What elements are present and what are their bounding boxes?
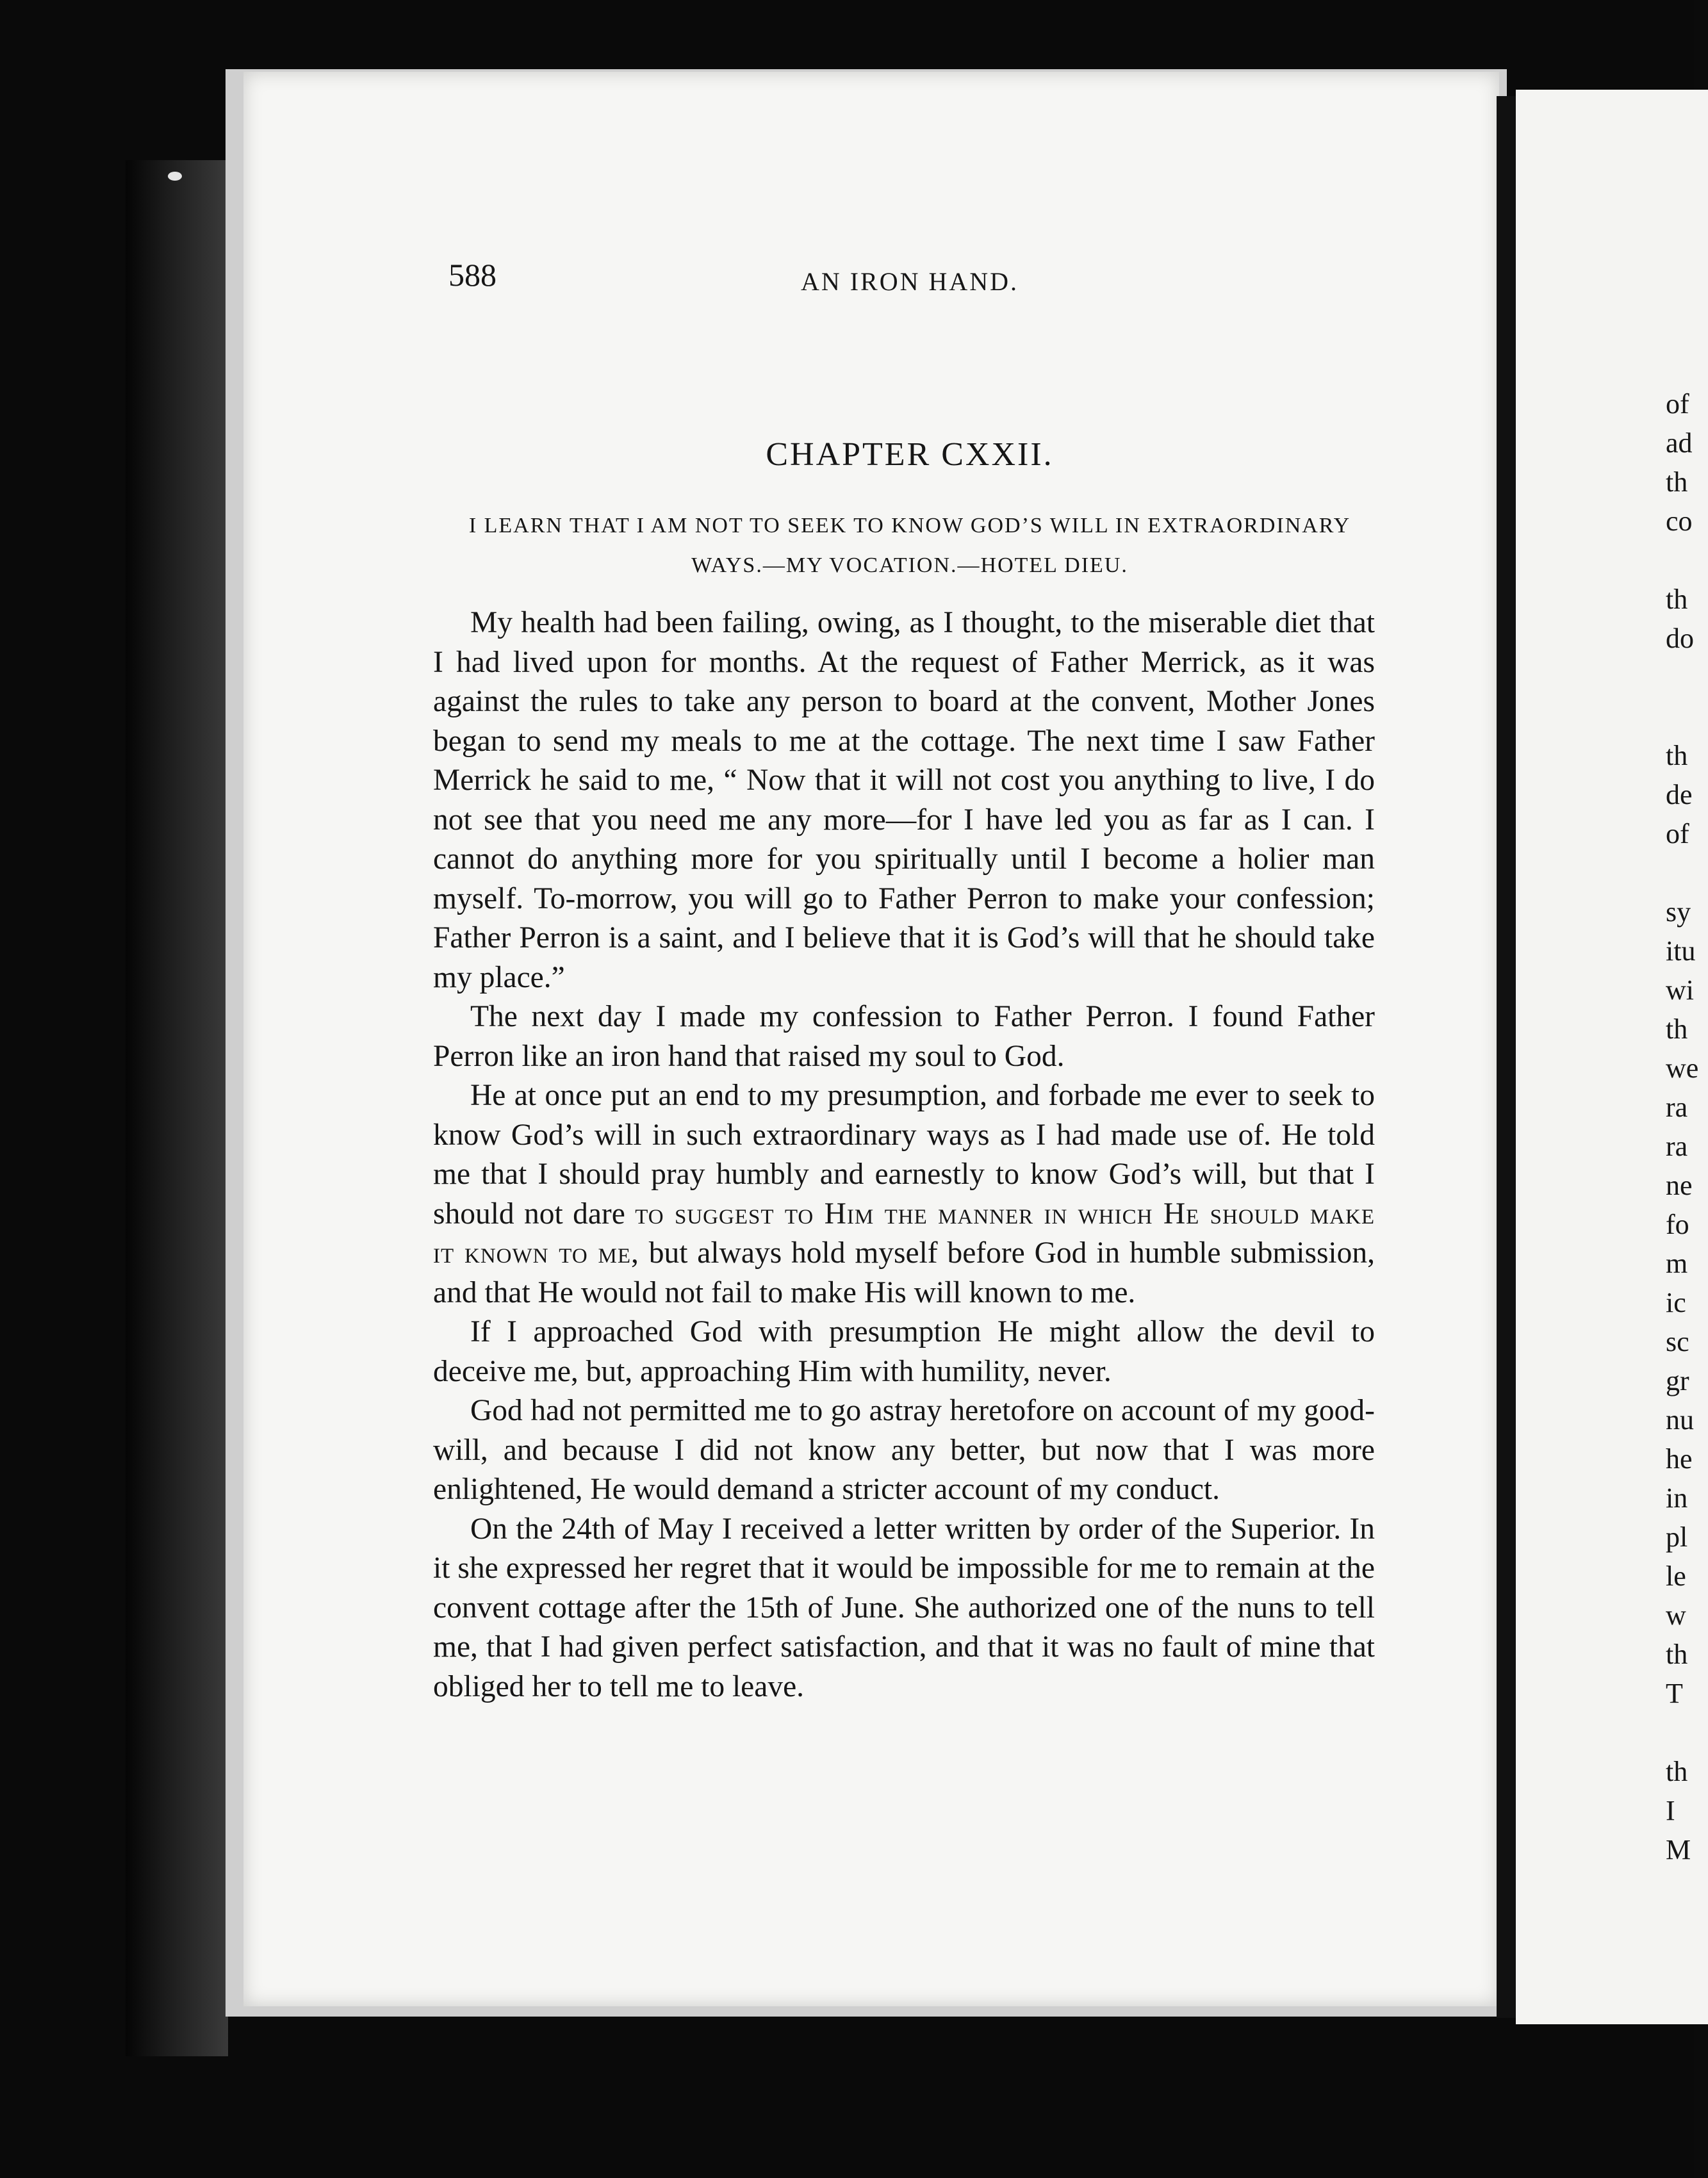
facing-page-fragment: we — [1666, 1052, 1699, 1084]
facing-page-fragment: nu — [1666, 1404, 1694, 1436]
facing-page-fragment: wi — [1666, 974, 1694, 1006]
chapter-body — [433, 603, 1375, 1707]
paragraph: The next day I made my confession to Father Perron. I found Father Perron like an iron hand that raised my soul to God. — [433, 1000, 1375, 1073]
facing-page-fragment: fo — [1666, 1209, 1689, 1240]
chapter-title: CHAPTER CXXII. — [766, 436, 1054, 473]
book-spine-edge — [126, 160, 228, 2056]
paragraph: On the 24th of May I received a letter written by order of the Superior. In it she expressed her regret that it would be impossible for me to remain at the convent cottage after the 15th of June. She authorized one of the nuns to tell me, that I had given perfect satisfaction, and that it was no fault of mine that obliged her to tell me to leave. — [433, 1512, 1375, 1703]
facing-page-fragment: of — [1666, 388, 1689, 420]
running-title: AN IRON HAND. — [800, 267, 1019, 296]
facing-page-fragment: he — [1666, 1443, 1693, 1475]
facing-page-fragment: M — [1666, 1834, 1691, 1865]
facing-page-fragment: ic — [1666, 1287, 1686, 1318]
facing-page-fragment — [1666, 697, 1704, 736]
facing-page-fragment: in — [1666, 1482, 1688, 1514]
facing-page-fragment: le — [1666, 1560, 1686, 1592]
facing-page-fragment — [1666, 541, 1704, 580]
facing-page-fragment: m — [1666, 1248, 1688, 1279]
paragraph: God had not permitted me to go astray heretofore on account of my good-will, and because I did not know any better, but now that I was more enlightened, He would demand a stricter account of my conduct. — [433, 1394, 1375, 1506]
facing-page-fragment: I — [1666, 1795, 1675, 1826]
facing-page-fragment: sc — [1666, 1326, 1689, 1357]
facing-page-fragment: gr — [1666, 1365, 1689, 1396]
facing-page-fragment: T — [1666, 1678, 1683, 1709]
paragraph: If I approached God with presumption He might allow the devil to deceive me, but, approaching Him with humility, never. — [433, 1315, 1375, 1388]
facing-page-fragment: pl — [1666, 1521, 1688, 1553]
page-number: 588 — [448, 257, 497, 293]
paragraph: My health had been failing, owing, as I thought, to the miserable diet that I had lived upon for months. At the request of Father Merrick, as it was against the rules to take any person to board at the convent, Mother Jones began to send my meals to me at the cottage. The next time I saw Father Merrick he said to me, “ Now that it will not cost you anything to live, I do not see that you need me any more—for I have led you as far as I can. I cannot do anything more for you spiritually until I become a holier man myself. To-morrow, you will go to Father Perron to make your confession; Father Perron is a saint, and I believe that it is God’s will that he should take my place.” — [433, 606, 1375, 994]
facing-page-fragment: ad — [1666, 427, 1693, 459]
chapter-summary: I LEARN THAT I AM NOT TO SEEK TO KNOW GOD’S WILL IN EXTRAORDINARY WAYS.—MY VOCATION.—HOTEL DIEU. — [468, 514, 1351, 577]
facing-page-fragment: itu — [1666, 935, 1696, 967]
facing-page-fragment: th — [1666, 1756, 1688, 1787]
facing-page-fragment: ne — [1666, 1170, 1693, 1201]
facing-page-fragment: sy — [1666, 896, 1691, 928]
facing-page-fragment — [1666, 853, 1704, 892]
facing-page-fragment: co — [1666, 505, 1693, 537]
facing-page-fragment: th — [1666, 1639, 1688, 1670]
facing-page-fragment — [1666, 1713, 1704, 1752]
facing-page-fragment: ra — [1666, 1131, 1688, 1162]
facing-page-text-fragments — [1666, 384, 1704, 1869]
facing-page-fragment: w — [1666, 1600, 1686, 1631]
facing-page-fragment: of — [1666, 818, 1689, 849]
facing-page-fragment: th — [1666, 466, 1688, 498]
small-caps-emphasis: to suggest to Him the manner in which He should make it known to me, — [433, 1197, 1375, 1270]
facing-page-fragment: th — [1666, 740, 1688, 771]
running-head — [448, 256, 1371, 301]
scan-speck — [168, 172, 182, 181]
facing-page-fragment: ra — [1666, 1092, 1688, 1123]
paragraph-text: but always hold myself before God in humble submission, and that He would not fail to make His will known to me. — [433, 1236, 1375, 1309]
paragraph-text: He at once put an end to my presumption, and forbade me ever to seek to know God’s will in such extraordinary ways as I had made use of. He told me that I should pray humbly and earnestly to know God’s will, but that I should not dare — [433, 1079, 1375, 1231]
facing-page-fragment — [1666, 658, 1704, 697]
facing-page-fragment: de — [1666, 779, 1693, 810]
facing-page-fragment: do — [1666, 623, 1694, 654]
book-gutter — [1497, 96, 1516, 2018]
facing-page-fragment: th — [1666, 1013, 1688, 1045]
facing-page-fragment: th — [1666, 584, 1688, 615]
paragraph — [433, 1076, 1375, 1313]
